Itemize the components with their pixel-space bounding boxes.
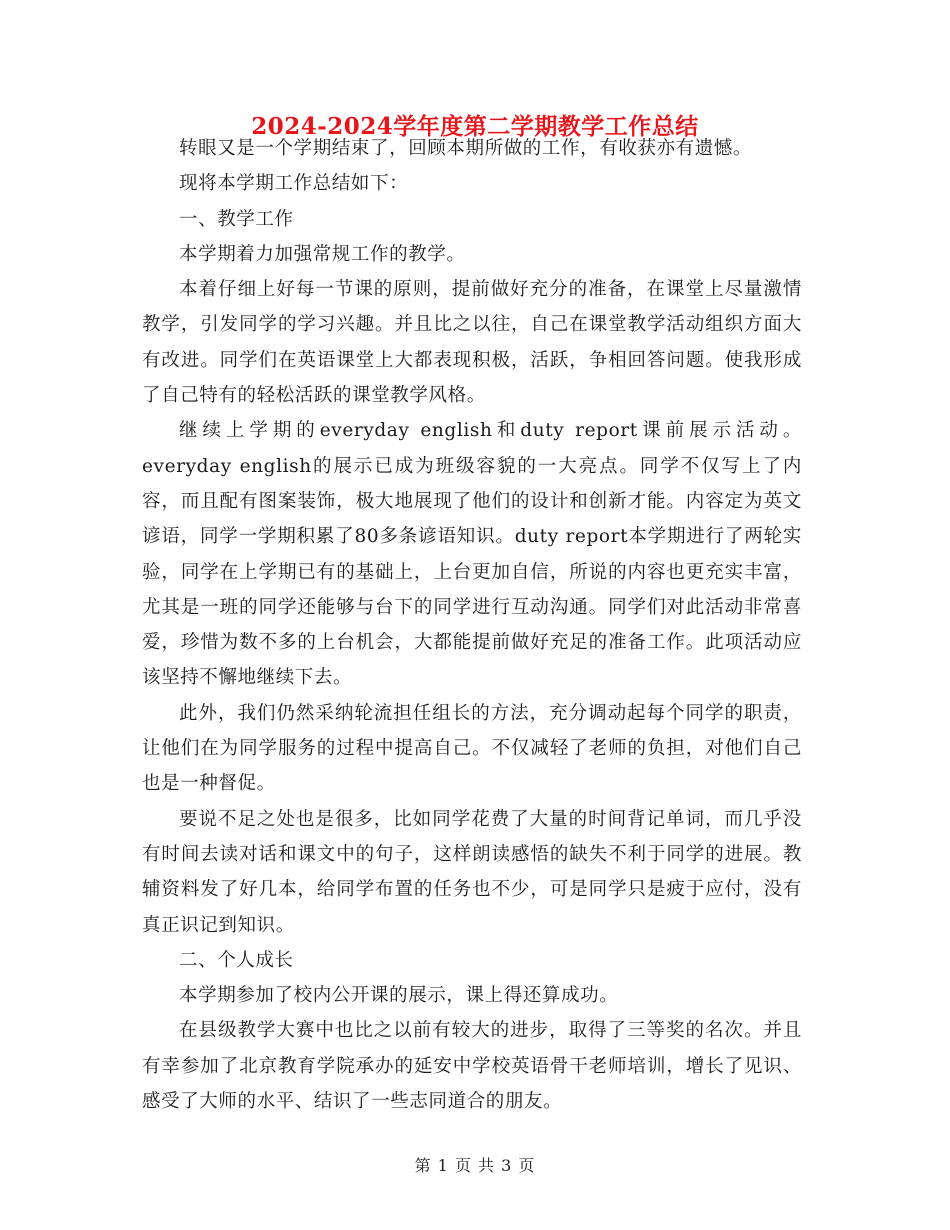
paragraph-intro: 转眼又是一个学期结束了，回顾本期所做的工作，有收获亦有遗憾。 [179, 138, 753, 159]
paragraph-group-leader: 此外，我们仍然采纳轮流担任组长的方法，充分调动起每个同学的职责，让他们在为同学服务的过程中提高自己。不仅减轻了老师的负担，对他们自己也是一种督促。 [142, 702, 802, 795]
page-number-footer: 第 1 页 共 3 页 [414, 1156, 536, 1175]
document-title: 2024-2024学年度第二学期教学工作总结 [251, 113, 699, 140]
section-heading-growth: 二、个人成长 [179, 949, 294, 971]
paragraph-routine: 本学期着力加强常规工作的教学。 [179, 243, 466, 265]
section-heading-teaching: 一、教学工作 [179, 208, 294, 230]
paragraph-everyday-english: 继续上学期的everyday english和duty report课前展示活动。everyday english的展示已成为班级容貌的一大亮点。同学不仅写上了内容，而且配有图案装饰，极大地展现了他们的设计和创新才能。内容定为英文谚语，同学一学期积累了80多条谚语知识。duty report本学期进行了两轮实验，同学在上学期已有的基础上，上台更加自信，所说的内容也更充实丰富，尤其是一班的同学还能够与台下的同学进行互动沟通。同学们对此活动非常喜爱，珍惜为数不多的上台机会，大都能提前做好充足的准备工作。此项活动应该坚持不懈地继续下去。 [142, 420, 802, 689]
paragraph-competition: 在县级教学大赛中也比之以前有较大的进步，取得了三等奖的名次。并且有幸参加了北京教育学院承办的延安中学校英语骨干老师培训，增长了见识、感受了大师的水平、结识了一些志同道合的朋友。 [142, 1020, 802, 1113]
paragraph-classroom: 本着仔细上好每一节课的原则，提前做好充分的准备，在课堂上尽量激情教学，引发同学的学习兴趣。并且比之以往，自己在课堂教学活动组织方面大有改进。同学们在英语课堂上大都表现积极，活跃，争相回答问题。使我形成了自己特有的轻松活跃的课堂教学风格。 [142, 279, 802, 407]
paragraph-shortcomings: 要说不足之处也是很多，比如同学花费了大量的时间背记单词，而几乎没有时间去读对话和课文中的句子，这样朗读感悟的缺失不利于同学的进展。教辅资料发了好几本，给同学布置的任务也不少，可是同学只是疲于应付，没有真正识记到知识。 [142, 808, 802, 936]
paragraph-open-class: 本学期参加了校内公开课的展示，课上得还算成功。 [179, 985, 619, 1007]
document-body [142, 131, 802, 1119]
paragraph-summary-lead: 现将本学期工作总结如下： [179, 173, 409, 195]
